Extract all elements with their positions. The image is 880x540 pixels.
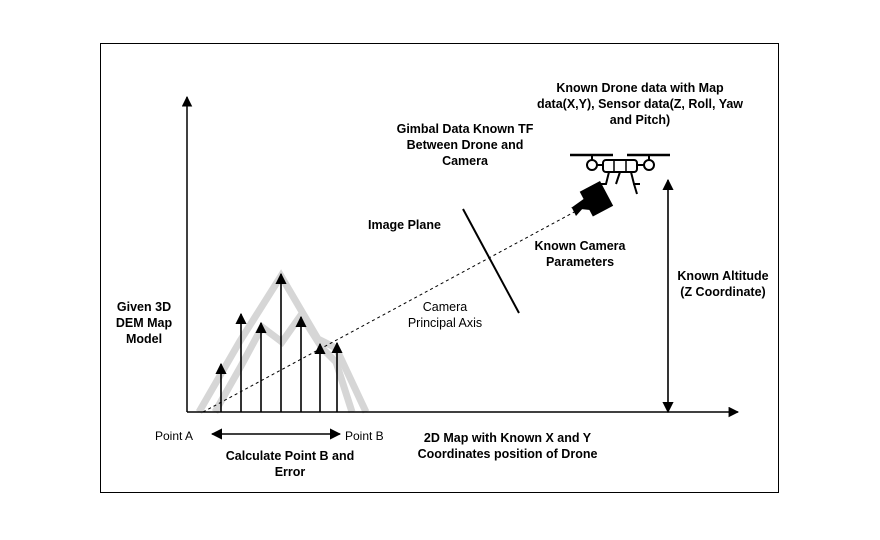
map-2d-label: 2D Map with Known X and Y Coordinates position of Drone <box>417 431 598 461</box>
altitude-label: Known Altitude (Z Coordinate) <box>677 269 769 299</box>
dem-mountain <box>199 276 366 412</box>
camera-params-label: Known Camera Parameters <box>534 239 626 269</box>
point-a-label: Point A <box>155 429 194 443</box>
gimbal-label: Gimbal Data Known TF Between Drone and Camera <box>396 122 534 168</box>
point-b-label: Point B <box>345 429 384 443</box>
image-plane-label: Image Plane <box>368 218 441 232</box>
calc-point-b-label: Calculate Point B and Error <box>225 449 355 479</box>
drone-data-label: Known Drone data with Map data(X,Y), Sensor data(Z, Roll, Yaw and Pitch) <box>536 81 744 127</box>
principal-axis-label: Camera Principal Axis <box>407 300 483 330</box>
image-plane-line <box>463 209 519 313</box>
dem-model-label: Given 3D DEM Map Model <box>115 300 173 346</box>
drone-icon <box>570 155 670 194</box>
